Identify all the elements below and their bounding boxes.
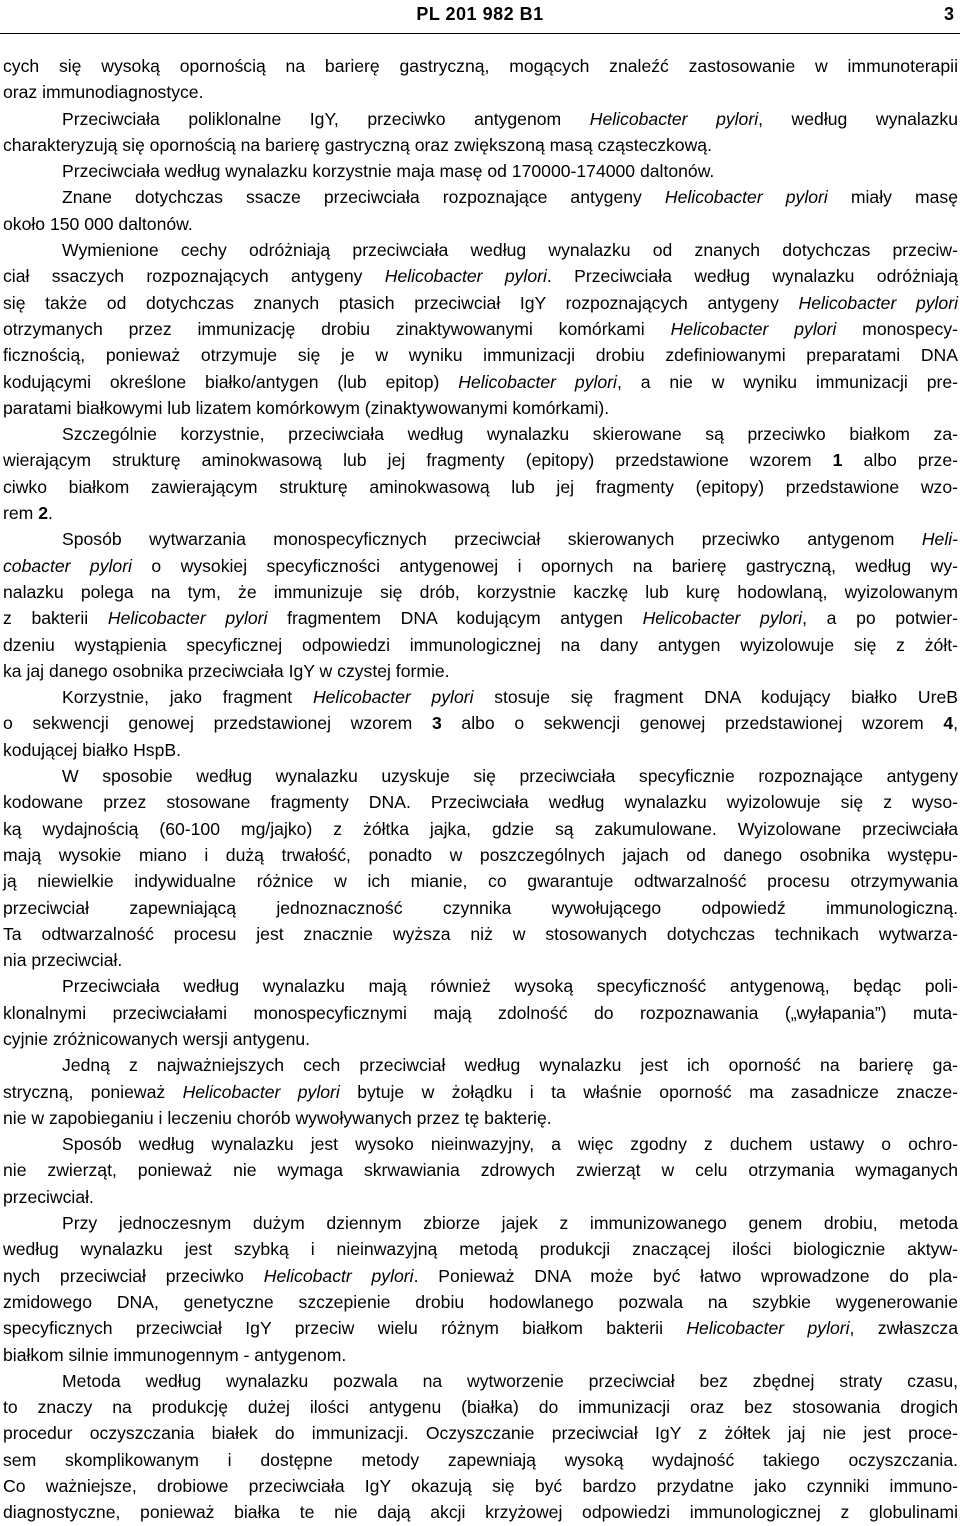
text-run: cych się wysoką opornością na barierę gastryczną, mogących znaleźć zastosowanie w immunoterapii xyxy=(3,56,958,76)
text-run: specyficznych przeciwciał IgY przeciw wielu różnym białkom bakterii xyxy=(3,1318,687,1339)
text-run: według wynalazku jest szybką i nieinwazyjną metodą produkcji znaczącej ilości biologicznie aktyw- xyxy=(3,1239,958,1260)
text-run: ciał ssaczych rozpoznających antygeny xyxy=(3,266,385,287)
paragraph xyxy=(3,158,958,184)
text-run: , xyxy=(953,713,959,734)
text-line xyxy=(3,605,958,631)
text-line xyxy=(3,1000,958,1026)
text-run: kodującej białko HspB. xyxy=(3,739,181,760)
text-line xyxy=(3,1368,958,1394)
text-line xyxy=(3,632,958,658)
text-run: mają wysokie miano i dużą trwałość, ponadto w poszczególnych jajach od danego osobnika występu- xyxy=(3,844,958,865)
text-run: nych przeciwciał przeciwko xyxy=(3,1265,264,1286)
text-run: fragmentem DNA kodującym antygen xyxy=(267,608,643,629)
text-line xyxy=(3,579,958,605)
text-line xyxy=(3,658,958,684)
text-run: Wymienione cechy odróżniają przeciwciała według wynalazku od znanych dotychczas przeciw- xyxy=(62,240,958,261)
text-run: wierającym strukturę aminokwasową lub jej fragmenty (epitopy) przedstawione wzorem xyxy=(3,450,833,471)
italic-text: Helicobacter pylori xyxy=(670,318,837,339)
text-run: ką wydajnością (60-100 mg/jajko) z żółtka jajka, gdzie są zakumulowane. Wyizolowane przeciwciała xyxy=(3,818,958,839)
text-run: . Ponieważ DNA może być łatwo wprowadzone do pla- xyxy=(413,1265,958,1286)
text-line xyxy=(3,763,958,789)
text-run: kodującymi określone białko/antygen (lub epitop) xyxy=(3,371,459,392)
text-run: nie w zapobieganiu i leczeniu chorób wywoływanych przez tę bakterię. xyxy=(3,1107,552,1128)
text-line xyxy=(3,684,958,710)
text-line xyxy=(3,1342,958,1368)
text-run: nie zwierząt, ponieważ nie wymaga skrwawiania zdrowych zwierząt w celu otrzymania wymaganych xyxy=(3,1160,958,1181)
text-run: rem xyxy=(3,503,39,524)
text-line xyxy=(3,237,958,263)
text-run: , a po potwier- xyxy=(802,608,958,629)
text-run: Sposób wytwarzania monospecyficznych przeciwciał skierowanych przeciwko antygenom xyxy=(62,529,922,550)
text-line xyxy=(3,369,958,395)
text-line xyxy=(3,789,958,815)
text-run: diagnostyczne, ponieważ białka te nie dają akcji krzyżowej odpowiedzi immunologicznej z globulinami xyxy=(3,1502,958,1523)
italic-text: cobacter pylori xyxy=(3,555,132,576)
paragraph xyxy=(3,1052,958,1131)
text-line xyxy=(3,395,958,421)
text-run: Znane dotychczas ssacze przeciwciała rozpoznające antygeny xyxy=(62,187,665,208)
text-run: procedur oczyszczania białek do immunizacji. Oczyszczanie przeciwciał IgY z żółtek jaj nie jest proce- xyxy=(3,1423,958,1444)
text-line xyxy=(3,263,958,289)
text-line xyxy=(3,53,958,79)
italic-text: Helicobacter pylori xyxy=(458,371,617,392)
text-run: się także od dotychczas znanych ptasich przeciwciał IgY rozpoznających antygeny xyxy=(3,292,799,313)
text-run: stryczną, ponieważ xyxy=(3,1081,183,1102)
text-line xyxy=(3,947,958,973)
text-run: cyjnie zróżnicowanych wersji antygenu. xyxy=(3,1028,311,1049)
text-line xyxy=(3,921,958,947)
text-run: białkom silnie immunogennym - antygenom. xyxy=(3,1344,347,1365)
text-run: Przeciwciała według wynalazku mają również wysoką specyficzność antygenową, będąc poli- xyxy=(62,976,958,997)
text-run: ciwko białkom zawierającym strukturę aminokwasową lub jej fragmenty (epitopy) przedstawione wzo- xyxy=(3,476,958,497)
text-run: to znaczy na produkcję dużej ilości antygenu (białka) do immunizacji oraz bez stosowania drogich xyxy=(3,1397,958,1418)
italic-text: Helicobactr pylori xyxy=(263,1265,414,1286)
text-run: charakteryzują się opornością na barierę gastryczną oraz zwiększoną masą cząsteczkową. xyxy=(3,134,712,155)
text-run: albo prze- xyxy=(842,450,958,471)
text-line xyxy=(3,211,958,237)
publication-number: PL 201 982 B1 xyxy=(416,4,544,24)
text-line xyxy=(3,421,958,447)
text-run: otrzymanych przez immunizację drobiu zinaktywowanymi komórkami xyxy=(3,318,671,339)
header-rule xyxy=(0,33,960,34)
bold-text: 1 xyxy=(832,450,843,471)
text-run: bytuje w żołądku i ta właśnie oporność ma zasadnicze znacze- xyxy=(339,1081,958,1102)
text-line xyxy=(3,816,958,842)
text-run: miały masę xyxy=(827,187,958,208)
text-line xyxy=(3,158,958,184)
text-run: , zwłaszcza xyxy=(849,1318,958,1339)
text-run: kodowane przez stosowane fragmenty DNA. Przeciwciała według wynalazku wyizolowuje się z wyso- xyxy=(3,792,958,813)
text-run: o sekwencji genowej przedstawionej wzorem xyxy=(3,713,432,734)
text-run: Metoda według wynalazku pozwala na wytworzenie przeciwciał bez zbędnej straty czasu, xyxy=(62,1370,958,1391)
paragraph xyxy=(3,53,958,106)
text-line xyxy=(3,710,958,736)
paragraph xyxy=(3,106,958,159)
text-line xyxy=(3,1184,958,1210)
page-number: 3 xyxy=(943,4,954,24)
text-run: z bakterii xyxy=(3,608,108,629)
text-run: przeciwciał. xyxy=(3,1186,94,1207)
text-run: stosuje się fragment DNA kodujący białko UreB xyxy=(473,687,958,708)
text-run: ją niewielkie indywidualne różnice w ich mianie, co gwarantuje odtwarzalność procesu otrzymywania xyxy=(3,871,958,892)
italic-text: Helicobacter pylori xyxy=(312,687,474,708)
text-line xyxy=(3,1079,958,1105)
text-line xyxy=(3,447,958,473)
text-run: Co ważniejsze, drobiowe przeciwciała IgY okazują się być bardzo przydatne jako czynniki immuno- xyxy=(3,1476,958,1497)
text-line xyxy=(3,1026,958,1052)
text-run: Jedną z najważniejszych cech przeciwciał według wynalazku jest ich oporność na barierę ga- xyxy=(62,1055,958,1076)
paragraph xyxy=(3,1368,958,1526)
text-run: sem skomplikowanym i dostępne metody zapewniają wysoką wydajność takiego oczyszczania. xyxy=(3,1449,958,1470)
paragraph xyxy=(3,421,958,526)
text-line xyxy=(3,868,958,894)
italic-text: Helicobacter pylori xyxy=(182,1081,340,1102)
text-run: albo o sekwencji genowej przedstawionej wzorem xyxy=(441,713,944,734)
paragraph xyxy=(3,973,958,1052)
paragraph xyxy=(3,1210,958,1368)
text-line xyxy=(3,842,958,868)
text-run: Sposób według wynalazku jest wysoko nieinwazyjny, a więc zgodny z duchem ustawy o ochro- xyxy=(62,1134,958,1155)
text-run: , według wynalazku xyxy=(758,108,959,129)
text-line xyxy=(3,1394,958,1420)
text-line xyxy=(3,290,958,316)
text-run: , a nie w wyniku immunizacji pre- xyxy=(616,371,958,392)
text-run: monospecy- xyxy=(836,318,958,339)
text-line xyxy=(3,1157,958,1183)
text-run: dzeniu wystąpienia specyficznej odpowiedzi immunologicznej na dany antygen wyizolowuje się z żółt- xyxy=(3,634,958,655)
text-line xyxy=(3,1052,958,1078)
text-line xyxy=(3,106,958,132)
text-line xyxy=(3,1236,958,1262)
text-run: W sposobie według wynalazku uzyskuje się przeciwciała specyficznie rozpoznające antygeny xyxy=(62,766,958,787)
text-run: ka jaj danego osobnika przeciwciała IgY w czystej formie. xyxy=(3,660,450,681)
text-run: klonalnymi przeciwciałami monospecyficznymi mają zdolność do rozpoznawania („wyłapania”) muta- xyxy=(3,1002,958,1023)
paragraph xyxy=(3,526,958,684)
bold-text: 4 xyxy=(943,713,954,734)
bold-text: 2 xyxy=(38,503,48,524)
text-line xyxy=(3,1289,958,1315)
text-run: paratami białkowymi lub lizatem komórkowym (zinaktywowanymi komórkami). xyxy=(3,397,610,418)
paragraph xyxy=(3,763,958,973)
text-line xyxy=(3,500,958,526)
italic-text: Helicobacter pylori xyxy=(384,266,547,287)
text-line xyxy=(3,1420,958,1446)
italic-text: Heli- xyxy=(921,529,958,550)
text-line xyxy=(3,737,958,763)
text-line xyxy=(3,1105,958,1131)
text-run: . xyxy=(47,503,53,524)
text-run: Szczególnie korzystnie, przeciwciała według wynalazku skierowane są przeciwko białkom za- xyxy=(62,424,958,445)
text-run: nalazku polega na tym, że immunizuje się drób, korzystnie kaczkę lub kurę hodowlaną, wyizolowanym xyxy=(3,581,958,602)
text-run: o wysokiej specyficzności antygenowej i opornych na barierę gastryczną, według wy- xyxy=(131,555,958,576)
text-run: Przy jednoczesnym dużym dziennym zbiorze jajek z immunizowanego genem drobiu, metoda xyxy=(62,1213,958,1234)
text-line xyxy=(3,1131,958,1157)
paragraph xyxy=(3,184,958,237)
italic-text: Helicobacter pylori xyxy=(589,108,759,129)
text-run: Przeciwciała poliklonalne IgY, przeciwko antygenom xyxy=(62,108,590,129)
text-run: przeciwciał zapewniającą jednoznaczność czynnika wywołującego odpowiedź immunologiczną. xyxy=(3,897,958,918)
text-line xyxy=(3,342,958,368)
description-body xyxy=(3,53,958,1526)
paragraph xyxy=(3,237,958,421)
text-run: Ta odtwarzalność procesu jest znacznie wyższa niż w stosowanych dotychczas technikach wytwarza- xyxy=(3,923,958,944)
text-run: zmidowego DNA, genetyczne szczepienie drobiu hodowlanego pozwala na szybkie wygenerowanie xyxy=(3,1291,958,1312)
text-line xyxy=(3,316,958,342)
text-run: Korzystnie, jako fragment xyxy=(62,687,313,708)
text-run: oraz immunodiagnostyce. xyxy=(3,82,204,103)
text-line xyxy=(3,1263,958,1289)
text-line xyxy=(3,973,958,999)
text-line xyxy=(3,1210,958,1236)
italic-text: Helicobacter pylori xyxy=(798,292,958,313)
italic-text: Helicobacter pylori xyxy=(686,1318,850,1339)
text-run: ficznością, ponieważ otrzymuje się je w wyniku immunizacji drobiu zdefiniowanymi preparatami DNA xyxy=(3,345,958,366)
paragraph xyxy=(3,684,958,763)
text-line xyxy=(3,1315,958,1341)
text-line xyxy=(3,79,958,105)
page-header xyxy=(0,0,960,40)
text-run: . Przeciwciała według wynalazku odróżniają xyxy=(546,266,958,287)
italic-text: Helicobacter pylori xyxy=(642,608,803,629)
text-line xyxy=(3,553,958,579)
bold-text: 3 xyxy=(431,713,442,734)
paragraph xyxy=(3,1131,958,1210)
text-line xyxy=(3,526,958,552)
text-line xyxy=(3,474,958,500)
italic-text: Helicobacter pylori xyxy=(107,608,268,629)
text-line xyxy=(3,132,958,158)
text-run: około 150 000 daltonów. xyxy=(3,213,193,234)
italic-text: Helicobacter pylori xyxy=(664,187,828,208)
text-line xyxy=(3,895,958,921)
text-run: nia przeciwciał. xyxy=(3,950,123,971)
text-line xyxy=(3,184,958,210)
text-run: Przeciwciała według wynalazku korzystnie maja masę od 170000-174000 daltonów. xyxy=(62,161,715,182)
text-line xyxy=(3,1473,958,1499)
text-line xyxy=(3,1499,958,1525)
text-line xyxy=(3,1447,958,1473)
